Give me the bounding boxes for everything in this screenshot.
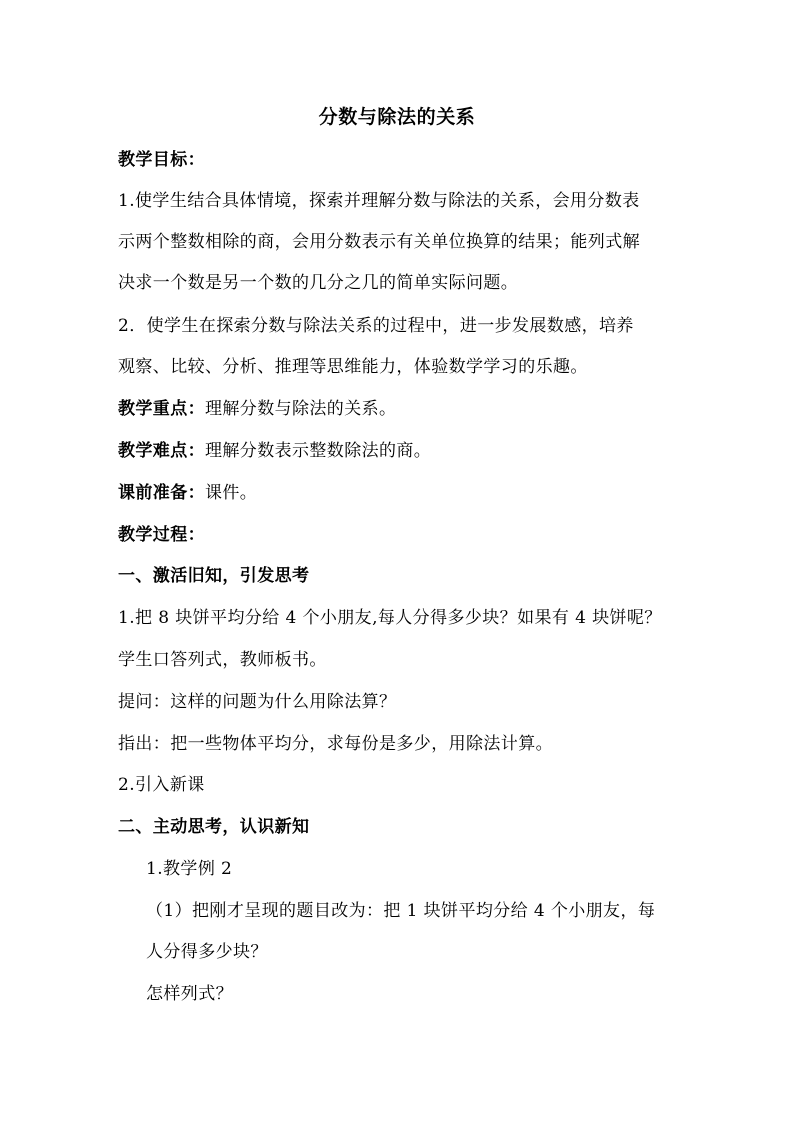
prep-text: 课件。 (205, 483, 258, 503)
document-title: 分数与除法的关系 (318, 106, 476, 128)
goal-1-line-2: 示两个整数相除的商，会用分数表示有关单位换算的结果；能列式解 (118, 232, 640, 252)
s1-item-1-note: 学生口答列式，教师板书。 (118, 650, 327, 670)
s2-item-1: 1.教学例 2 (146, 859, 233, 879)
key-point-text: 理解分数与除法的关系。 (205, 399, 397, 419)
prep-label: 课前准备： (118, 483, 205, 503)
key-point-row (118, 397, 688, 421)
section-1-heading: 一、激活旧知，引发思考 (118, 566, 310, 586)
s2-sub-1-line-2: 人分得多少块？ (146, 942, 268, 962)
goals-heading: 教学目标： (118, 150, 205, 170)
difficulty-label: 教学难点： (118, 441, 205, 461)
goal-1-line-3: 决求一个数是另一个数的几分之几的简单实际问题。 (118, 273, 519, 293)
process-heading: 教学过程： (118, 525, 205, 545)
s2-sub-1-question: 怎样列式？ (146, 984, 233, 1004)
prep-row (118, 481, 688, 505)
key-point-label: 教学重点： (118, 399, 205, 419)
s1-question: 提问：这样的问题为什么用除法算？ (118, 692, 397, 712)
goal-2-line-2: 观察、比较、分析、推理等思维能力，体验数学学习的乐趣。 (118, 357, 588, 377)
s1-item-2: 2.引入新课 (118, 775, 205, 795)
goal-2-line-1: 2．使学生在探索分数与除法关系的过程中，进一步发展数感，培养 (118, 316, 634, 336)
difficulty-text: 理解分数表示整数除法的商。 (205, 441, 432, 461)
s2-sub-1-line-1: （1）把刚才呈现的题目改为：把 1 块饼平均分给 4 个小朋友，每 (146, 901, 656, 921)
section-2-heading: 二、主动思考，认识新知 (118, 817, 310, 837)
difficulty-row (118, 439, 688, 463)
goal-1-line-1: 1.使学生结合具体情境，探索并理解分数与除法的关系，会用分数表 (118, 191, 640, 211)
s1-point: 指出：把一些物体平均分，求每份是多少，用除法计算。 (118, 734, 553, 754)
s1-item-1: 1.把 8 块饼平均分给 4 个小朋友,每人分得多少块？如果有 4 块饼呢？ (118, 608, 662, 628)
